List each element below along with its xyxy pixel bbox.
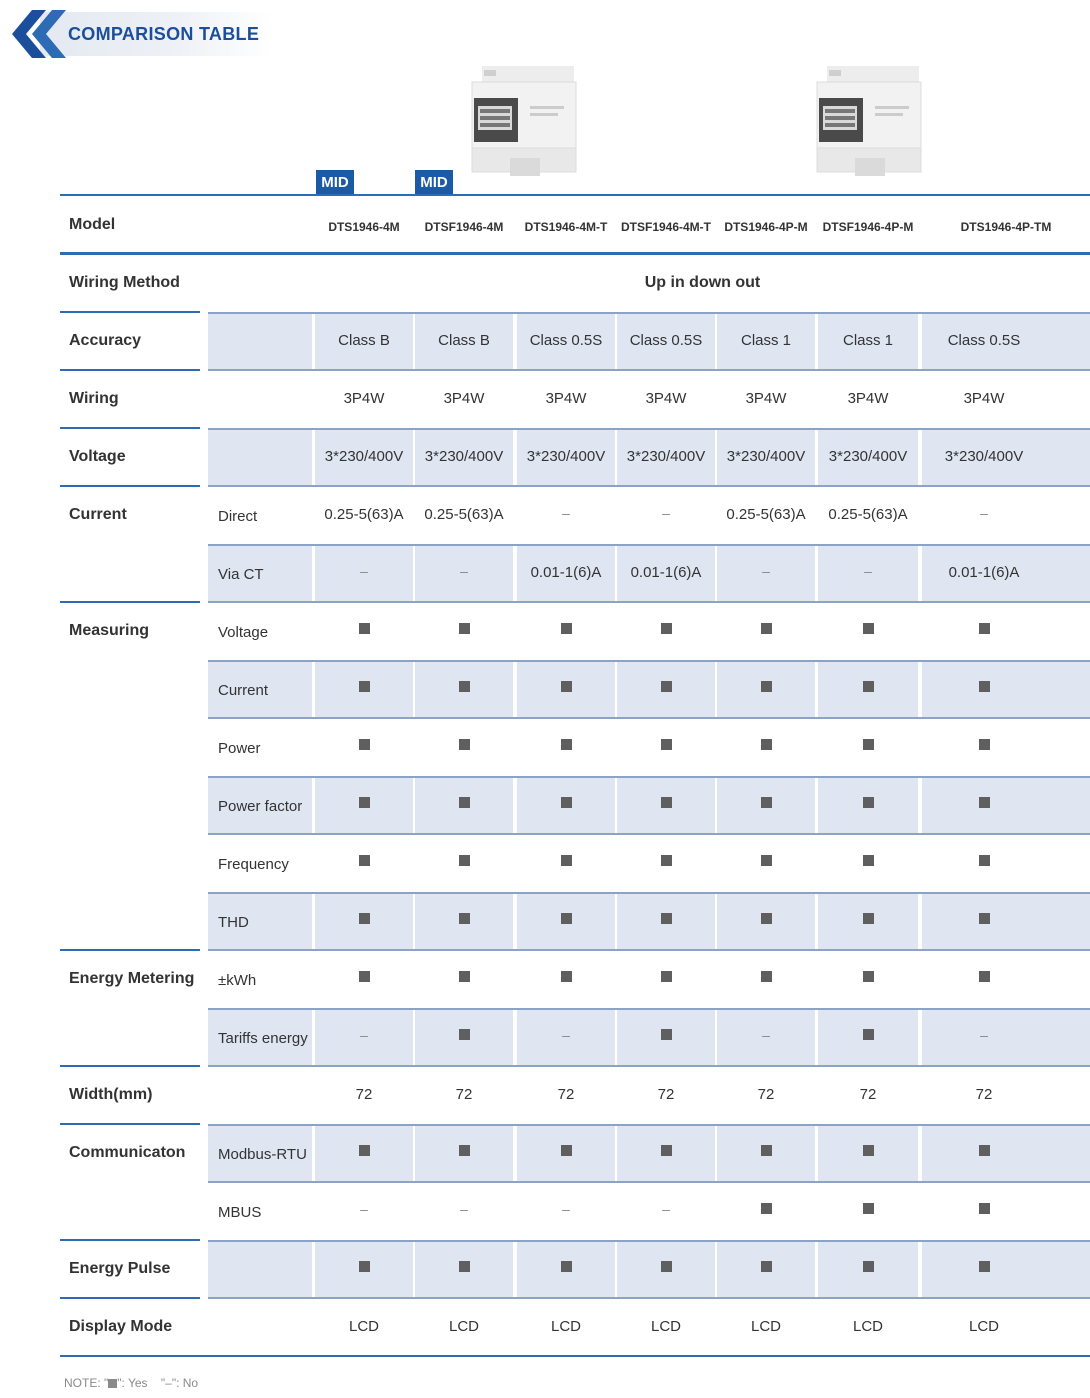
sub-cell-bg [208, 312, 312, 369]
cell-value: LCD [750, 1318, 781, 1335]
dash-cell: – [864, 563, 872, 579]
cell-value [661, 1261, 662, 1262]
cell-value: LCD [852, 1318, 883, 1335]
cell-value [979, 913, 980, 914]
cell-value: 3*230/400V [626, 448, 706, 465]
row-label: Current [69, 506, 127, 523]
yes-square-icon [863, 913, 874, 924]
cell-value [459, 855, 460, 856]
yes-square-icon [561, 681, 572, 692]
yes-square-icon [863, 1029, 874, 1040]
cell-value [661, 855, 662, 856]
cell-value [979, 1145, 980, 1146]
row-separator [208, 1008, 1090, 1010]
row-sublabel: Power factor [218, 798, 303, 815]
yes-square-icon [863, 623, 874, 634]
cell-value [561, 1261, 562, 1262]
cell-value: 72 [657, 1086, 675, 1103]
cell-value: 72 [757, 1086, 775, 1103]
cell-value [561, 971, 562, 972]
cell-value [863, 971, 864, 972]
yes-square-icon [561, 797, 572, 808]
cell-value [979, 1203, 980, 1204]
cell-value [979, 971, 980, 972]
yes-square-icon [661, 1145, 672, 1156]
yes-square-icon [459, 1261, 470, 1272]
cell-value [863, 913, 864, 914]
cell-value: 3P4W [343, 390, 385, 407]
cell-value: LCD [348, 1318, 379, 1335]
yes-square-icon [359, 855, 370, 866]
yes-square-icon [459, 855, 470, 866]
model-name: DTS1946-4P-M [724, 220, 808, 234]
value-cell-bg [922, 1008, 1090, 1065]
row-separator [208, 1297, 1090, 1299]
yes-square-icon [863, 855, 874, 866]
cell-value [359, 971, 360, 972]
cell-value: 72 [455, 1086, 473, 1103]
row-separator [208, 892, 1090, 894]
cell-value: Class B [438, 332, 490, 349]
model-name: DTS1946-4P-TM [960, 220, 1052, 234]
yes-square-icon [459, 739, 470, 750]
cell-value: 0.25-5(63)A [424, 506, 504, 523]
cell-value [359, 797, 360, 798]
yes-square-icon [761, 971, 772, 982]
value-cell-bg [922, 660, 1090, 717]
row-sublabel: Modbus-RTU [218, 1146, 307, 1163]
group-rule [60, 1123, 200, 1125]
note-yes: ": Yes [117, 1376, 148, 1390]
cell-value [459, 1029, 460, 1030]
cell-value [979, 855, 980, 856]
group-rule [60, 311, 200, 313]
cell-value [979, 681, 980, 682]
cell-value [661, 1145, 662, 1146]
yes-square-icon [761, 1145, 772, 1156]
cell-value: LCD [968, 1318, 999, 1335]
value-cell-bg [922, 892, 1090, 949]
value-cell-bg [922, 776, 1090, 833]
cell-value [459, 913, 460, 914]
row-label: Display Mode [69, 1318, 173, 1335]
meter-product-image [470, 64, 578, 182]
cell-value: 3*230/400V [828, 448, 908, 465]
row-separator [208, 369, 1090, 371]
dash-cell: – [562, 1027, 570, 1043]
cell-value [359, 1145, 360, 1146]
yes-square-icon [761, 1203, 772, 1214]
yes-square-icon [761, 623, 772, 634]
yes-square-icon [561, 1261, 572, 1272]
dash-cell: – [360, 1201, 368, 1217]
yes-square-icon [661, 855, 672, 866]
model-row-rule [60, 252, 1090, 254]
row-separator [208, 428, 1090, 430]
wiring-method-value: Up in down out [644, 274, 761, 291]
cell-value: 0.25-5(63)A [828, 506, 908, 523]
cell-value [661, 797, 662, 798]
yes-square-icon [561, 739, 572, 750]
group-rule [60, 427, 200, 429]
model-name: DTS1946-4M [328, 220, 400, 234]
cell-value: 3*230/400V [944, 448, 1024, 465]
table-bottom-rule [60, 1355, 1090, 1357]
row-separator [208, 312, 1090, 314]
dash-cell: – [562, 505, 570, 521]
cell-value [561, 913, 562, 914]
sub-cell-bg [208, 428, 312, 485]
dash-cell: – [360, 563, 368, 579]
yes-square-icon [108, 1379, 117, 1388]
cell-value: Class 0.5S [529, 332, 603, 349]
cell-value: 3P4W [745, 390, 787, 407]
yes-square-icon [979, 623, 990, 634]
row-sublabel: Voltage [218, 624, 269, 641]
cell-value [561, 739, 562, 740]
yes-square-icon [863, 797, 874, 808]
cell-value [863, 1261, 864, 1262]
yes-square-icon [863, 1145, 874, 1156]
cell-value [459, 739, 460, 740]
sub-cell-bg [208, 1240, 312, 1297]
cell-value [761, 971, 762, 972]
row-label: Communicaton [69, 1144, 186, 1161]
yes-square-icon [761, 913, 772, 924]
row-separator [208, 660, 1090, 662]
dash-cell: – [360, 1027, 368, 1043]
yes-square-icon [459, 623, 470, 634]
cell-value [561, 1145, 562, 1146]
cell-value: Class 1 [842, 332, 894, 349]
group-rule [60, 485, 200, 487]
cell-value [661, 971, 662, 972]
cell-value: 3*230/400V [526, 448, 606, 465]
yes-square-icon [761, 855, 772, 866]
row-separator [208, 485, 1090, 487]
cell-value [863, 1145, 864, 1146]
cell-value [561, 623, 562, 624]
yes-square-icon [561, 971, 572, 982]
cell-value: 3*230/400V [726, 448, 806, 465]
row-sublabel: Power [218, 740, 261, 757]
yes-square-icon [459, 1145, 470, 1156]
cell-value [661, 681, 662, 682]
dash-cell: – [662, 1201, 670, 1217]
cell-value: LCD [550, 1318, 581, 1335]
yes-square-icon [561, 913, 572, 924]
yes-square-icon [979, 913, 990, 924]
cell-value: 3P4W [847, 390, 889, 407]
group-rule [60, 1297, 200, 1299]
yes-square-icon [561, 623, 572, 634]
cell-value [661, 739, 662, 740]
row-separator [208, 601, 1090, 603]
yes-square-icon [459, 681, 470, 692]
page-title: COMPARISON TABLE [68, 24, 260, 44]
cell-value [863, 681, 864, 682]
cell-value: 0.25-5(63)A [726, 506, 806, 523]
cell-value: Class 0.5S [947, 332, 1021, 349]
cell-value [761, 623, 762, 624]
row-separator [208, 1181, 1090, 1183]
yes-square-icon [359, 1145, 370, 1156]
yes-square-icon [561, 855, 572, 866]
cell-value [863, 623, 864, 624]
row-label: Measuring [69, 622, 150, 639]
cell-value [979, 1261, 980, 1262]
cell-value: 3*230/400V [424, 448, 504, 465]
yes-square-icon [979, 1203, 990, 1214]
cell-value: 72 [355, 1086, 373, 1103]
cell-value [661, 913, 662, 914]
cell-value [863, 739, 864, 740]
cell-value [863, 1029, 864, 1030]
cell-value [359, 855, 360, 856]
row-sublabel: Direct [218, 508, 258, 525]
cell-value: 72 [859, 1086, 877, 1103]
cell-value [761, 681, 762, 682]
row-sublabel: Frequency [218, 856, 289, 873]
cell-value [761, 739, 762, 740]
group-rule [60, 1239, 200, 1241]
cell-value: 0.01-1(6)A [630, 564, 702, 581]
yes-square-icon [359, 797, 370, 808]
row-label: Wiring [69, 390, 119, 407]
cell-value [863, 797, 864, 798]
mid-badge: MID [316, 170, 354, 194]
cell-value: 3P4W [443, 390, 485, 407]
cell-value [761, 855, 762, 856]
cell-value: 3*230/400V [324, 448, 404, 465]
cell-value [979, 623, 980, 624]
cell-value: LCD [448, 1318, 479, 1335]
yes-square-icon [661, 1261, 672, 1272]
row-separator [208, 1124, 1090, 1126]
row-sublabel: Current [218, 682, 269, 699]
dash-cell: – [460, 563, 468, 579]
yes-square-icon [979, 681, 990, 692]
row-separator [208, 833, 1090, 835]
meter-product-image [815, 64, 923, 182]
yes-square-icon [979, 1261, 990, 1272]
yes-square-icon [863, 739, 874, 750]
yes-square-icon [979, 739, 990, 750]
dash-cell: – [562, 1201, 570, 1217]
cell-value [561, 681, 562, 682]
yes-square-icon [359, 739, 370, 750]
yes-square-icon [661, 1029, 672, 1040]
yes-square-icon [661, 623, 672, 634]
cell-value [359, 623, 360, 624]
row-separator [208, 1065, 1090, 1067]
dash-cell: – [980, 1027, 988, 1043]
cell-value: LCD [650, 1318, 681, 1335]
yes-square-icon [459, 797, 470, 808]
double-chevron-left-icon [4, 8, 68, 60]
cell-value: Class B [338, 332, 390, 349]
cell-value [761, 1145, 762, 1146]
legend-note: NOTE: " ": Yes "–": No [64, 1376, 199, 1390]
row-label: Wiring Method [69, 274, 180, 291]
yes-square-icon [359, 1261, 370, 1272]
cell-value [863, 1203, 864, 1204]
cell-value [761, 1203, 762, 1204]
row-label: Energy Pulse [69, 1260, 171, 1277]
yes-square-icon [863, 1261, 874, 1272]
cell-value: Class 1 [740, 332, 792, 349]
dash-cell: – [762, 1027, 770, 1043]
yes-square-icon [459, 1029, 470, 1040]
row-label: Voltage [69, 448, 126, 465]
cell-value [459, 797, 460, 798]
cell-value: 3P4W [545, 390, 587, 407]
cell-value: 3P4W [645, 390, 687, 407]
cell-value: Class 0.5S [629, 332, 703, 349]
cell-value [459, 623, 460, 624]
note-prefix: NOTE: [64, 1376, 101, 1390]
cell-value: 0.01-1(6)A [530, 564, 602, 581]
yes-square-icon [761, 797, 772, 808]
cell-value [979, 739, 980, 740]
cell-value: 72 [975, 1086, 993, 1103]
group-rule [60, 369, 200, 371]
group-rule [60, 949, 200, 951]
cell-value [359, 681, 360, 682]
cell-value [459, 1145, 460, 1146]
value-cell-bg [922, 1240, 1090, 1297]
yes-square-icon [661, 797, 672, 808]
yes-square-icon [661, 971, 672, 982]
cell-value [459, 1261, 460, 1262]
cell-value [359, 913, 360, 914]
yes-square-icon [761, 1261, 772, 1272]
yes-square-icon [979, 1145, 990, 1156]
cell-value [761, 797, 762, 798]
cell-value [863, 855, 864, 856]
row-sublabel: ±kWh [218, 972, 257, 989]
row-label: Energy Metering [69, 970, 195, 987]
yes-square-icon [863, 1203, 874, 1214]
yes-square-icon [661, 913, 672, 924]
cell-value [459, 971, 460, 972]
row-separator [208, 776, 1090, 778]
yes-square-icon [761, 739, 772, 750]
yes-square-icon [979, 855, 990, 866]
row-separator [208, 717, 1090, 719]
yes-square-icon [761, 681, 772, 692]
row-sublabel: Tariffs energy [218, 1030, 308, 1047]
cell-value [359, 739, 360, 740]
yes-square-icon [661, 681, 672, 692]
row-separator [208, 544, 1090, 546]
mid-badge: MID [415, 170, 453, 194]
model-name: DTSF1946-4M [424, 220, 504, 234]
row-label: Accuracy [69, 332, 142, 349]
cell-value: 0.01-1(6)A [948, 564, 1020, 581]
row-sublabel: Via CT [218, 566, 264, 583]
group-rule [60, 1065, 200, 1067]
dash-cell: – [460, 1201, 468, 1217]
value-cell-bg [922, 1124, 1090, 1181]
yes-square-icon [863, 971, 874, 982]
cell-value: 3P4W [963, 390, 1005, 407]
cell-value [979, 797, 980, 798]
group-rule [60, 601, 200, 603]
row-label: Width(mm) [69, 1086, 153, 1103]
yes-square-icon [979, 971, 990, 982]
yes-square-icon [459, 971, 470, 982]
yes-square-icon [979, 797, 990, 808]
row-separator [208, 1240, 1090, 1242]
dash-cell: – [662, 505, 670, 521]
row-sublabel: MBUS [218, 1204, 262, 1221]
dash-cell: – [980, 505, 988, 521]
cell-value [761, 1261, 762, 1262]
table-top-rule [60, 194, 1090, 196]
model-name: DTSF1946-4M-T [620, 220, 712, 234]
cell-value [661, 1029, 662, 1030]
yes-square-icon [661, 739, 672, 750]
yes-square-icon [459, 913, 470, 924]
section-header [0, 8, 280, 60]
yes-square-icon [359, 681, 370, 692]
note-no: "–": No [160, 1376, 199, 1390]
cell-value: 0.25-5(63)A [324, 506, 404, 523]
row-sublabel: THD [218, 914, 249, 931]
model-name: DTSF1946-4P-M [822, 220, 914, 234]
yes-square-icon [561, 1145, 572, 1156]
model-name: DTS1946-4M-T [524, 220, 608, 234]
cell-value [459, 681, 460, 682]
row-label: Model [69, 216, 116, 233]
cell-value [761, 913, 762, 914]
cell-value [561, 797, 562, 798]
cell-value [561, 855, 562, 856]
dash-cell: – [762, 563, 770, 579]
yes-square-icon [359, 913, 370, 924]
cell-value: 72 [557, 1086, 575, 1103]
cell-value [661, 623, 662, 624]
yes-square-icon [359, 971, 370, 982]
row-separator [208, 949, 1090, 951]
cell-value [359, 1261, 360, 1262]
yes-square-icon [863, 681, 874, 692]
yes-square-icon [359, 623, 370, 634]
